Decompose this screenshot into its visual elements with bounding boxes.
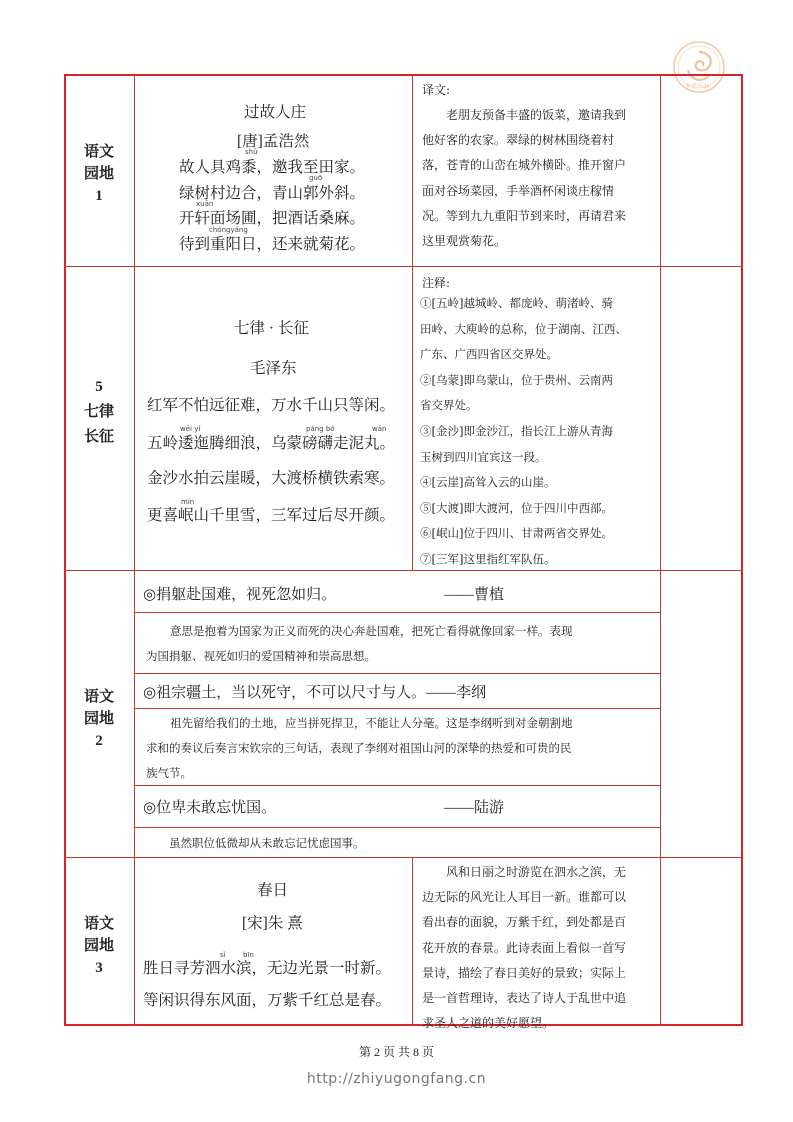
- poem-line: 绿树村边合，青山郭外斜。: [179, 185, 366, 202]
- page-number: 第 2 页 共 8 页: [358, 1045, 434, 1059]
- poem-author: [宋]朱 熹: [242, 915, 303, 932]
- poem-title: 过故人庄: [244, 104, 307, 121]
- poem-line: 开轩面场圃，把酒话桑麻。: [179, 210, 366, 227]
- row1-label: 语文 园地 1: [83, 144, 114, 204]
- poem-line: 胜日寻芳泗水滨，无边光景一时新。: [143, 960, 392, 977]
- poem-author: 毛泽东: [250, 360, 297, 377]
- quote-1-explanation: 意思是抱着为国家为正义而死的决心奔赴国难，把死亡看得就像回家一样。表现 为国捐躯、视死如归的爱国精神和崇高思想。: [146, 624, 573, 663]
- row4-label: 语文 园地 3: [83, 916, 114, 976]
- poem-author: [唐]孟浩然: [237, 133, 310, 150]
- poem-line: 待到重阳日，还来就菊花。: [179, 236, 366, 253]
- poem-line: 金沙水拍云崖暖，大渡桥横铁索寒。: [147, 470, 396, 487]
- quote-1: ◎捐躯赴国难，视死忽如归。: [143, 587, 337, 603]
- poem-line: 故人具鸡黍，邀我至田家。: [179, 159, 366, 176]
- quote-3-explanation: 虽然职位低微却从未敢忘记忧虑国事。: [169, 836, 365, 850]
- poem-title: 春日: [257, 882, 289, 899]
- quote-1-author: ——曹植: [444, 587, 505, 603]
- translation-text: 老朋友预备丰盛的饭菜，邀请我到 他好客的农家。翠绿的树林围绕着村 落，苍青的山峦在城外横卧。推开窗户 面对谷场菜园，手举酒杯闲谈庄稼情 况。等到九九重阳节到来时，再请君来 这里观赏菊花。: [422, 108, 627, 249]
- translation-heading: 译文:: [422, 83, 451, 97]
- poem-title: 七律 · 长征: [234, 320, 309, 337]
- notes-heading: 注释:: [422, 276, 451, 290]
- quote-3: ◎位卑未敢忘忧国。: [143, 800, 277, 816]
- poem-line: 更喜岷山千里雪，三军过后尽开颜。: [147, 507, 396, 524]
- site-url[interactable]: http://zhiyugongfang.cn: [306, 1071, 487, 1087]
- quote-3-author: ——陆游: [444, 800, 505, 816]
- poem-line: 等闲识得东风面，万紫千红总是春。: [143, 992, 392, 1009]
- row3-label: 语文 园地 2: [83, 689, 114, 749]
- poem-explanation: 风和日丽之时游览在泗水之滨，无 边无际的风光让人耳目一新。谁都可以 看出春的面貌，万紫千红，到处都是百 花开放的春景。此诗表面上看似一首写 景诗，描绘了春日美好的景致；实际上 是一首哲理诗，表达了诗人于乱世中追 求圣人之道的美好愿望。: [422, 865, 627, 1031]
- poem-line: 红军不怕远征难，万水千山只等闲。: [147, 397, 396, 414]
- watermark-text: 天虎乐书: [685, 83, 710, 90]
- row2-label: 5 七律 长征: [83, 379, 114, 445]
- poem-line: 五岭逶迤腾细浪，乌蒙磅礴走泥丸。: [147, 435, 396, 452]
- notes-list: ①[五岭]越城岭、都庞岭、萌渚岭、骑 田岭、大庾岭的总称，位于湖南、江西、 广东、广西四省区交界处。 ②[乌蒙]即乌蒙山，位于贵州、云南两 省交界处。 ③[金沙]即金沙江，指长江上游从青海 玉树到四川宜宾这一段。 ④[云崖]高耸入云的山崖。 ⑤[大渡]即大渡河，位于四川中西部。 ⑥[岷山]位于四川、甘肃两省交界处。 ⑦[三军]这里指红军队伍。: [420, 296, 627, 566]
- quote-2-explanation: 祖先留给我们的土地，应当拼死捍卫，不能让人分毫。这是李纲听到对金朝割地 求和的奏议后奏言宋钦宗的三句话，表现了李纲对祖国山河的深挚的热爱和可贵的民 族气节。: [146, 716, 573, 780]
- quote-2: ◎祖宗疆土，当以死守，不可以尺寸与人。——李纲: [143, 685, 487, 701]
